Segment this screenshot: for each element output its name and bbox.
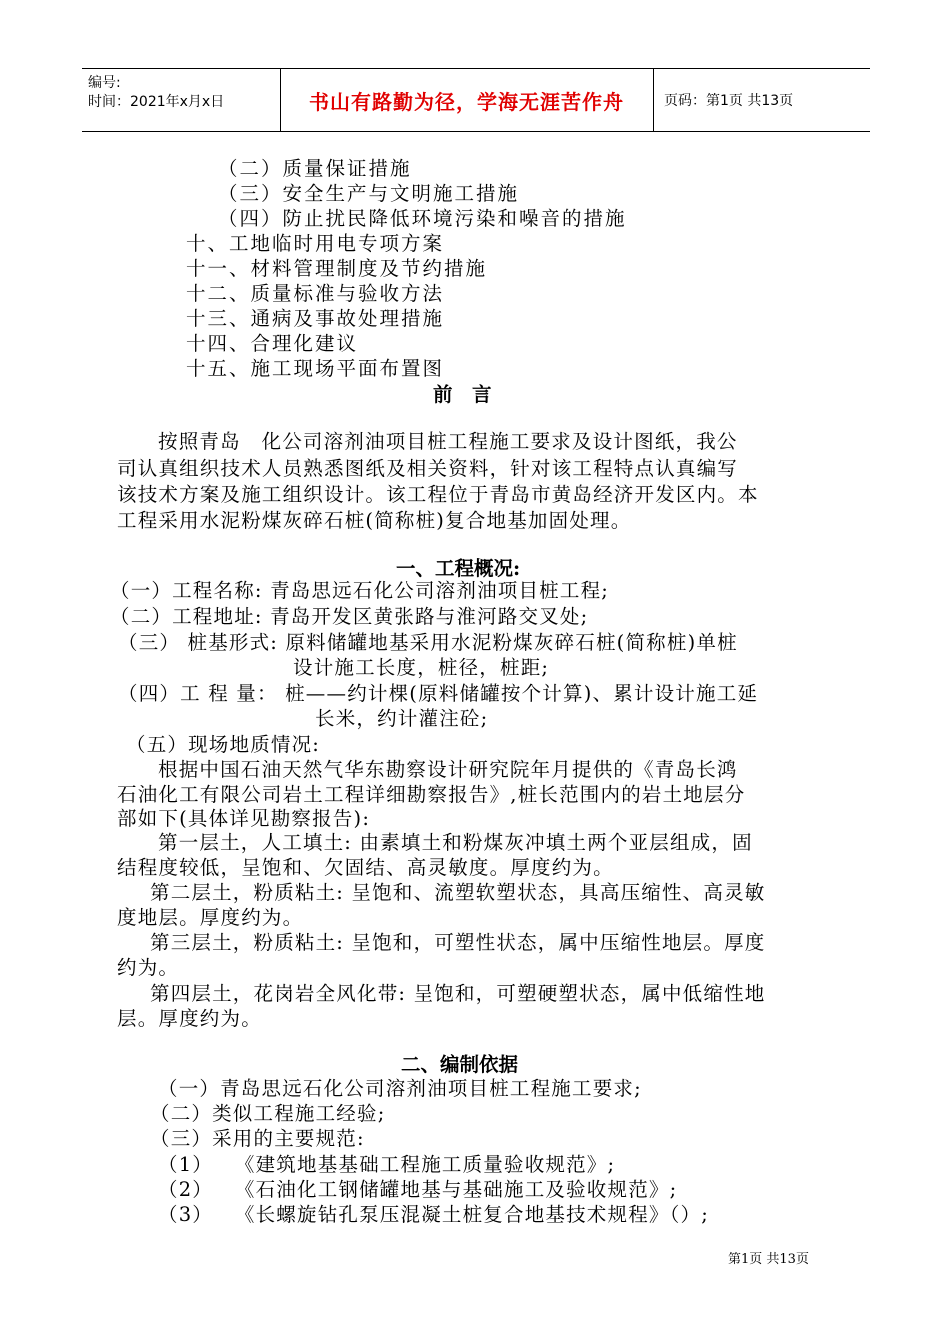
preface-line: 该技术方案及施工组织设计。该工程位于青岛市黄岛经济开发区内。本 [117,483,759,506]
section-1-line: （一）工程名称: 青岛思远石化公司溶剂油项目桩工程; [110,579,610,602]
section-1-line: 约为。 [117,956,180,979]
toc-item: （三）安全生产与文明施工措施 [218,182,520,205]
section-1-line: 长米，约计灌注砼; [315,707,489,730]
section-1-line: 第一层土，人工填土: 由素填土和粉煤灰冲填土两个亚层组成，固 [158,831,753,854]
toc-item: 十二、质量标准与验收方法 [186,282,445,305]
toc-item: 十三、通病及事故处理措施 [186,307,445,330]
section-1-line: 层。厚度约为。 [117,1007,262,1030]
toc-item: （四）防止扰民降低环境污染和噪音的措施 [218,207,627,230]
section-1-line: 第四层土，花岗岩全风化带: 呈饱和，可塑硬塑状态，属中低缩性地 [150,982,766,1005]
header-motto: 书山有路勤为径，学海无涯苦作舟 [280,69,654,131]
toc-item: 十四、合理化建议 [186,332,359,355]
section-1-line: 第三层土，粉质粘土: 呈饱和，可塑性状态，属中压缩性地层。厚度 [150,931,766,954]
section-1-line: （四）工 程 量： 桩——约计棵(原料储罐按个计算)、累计设计施工延 [118,682,759,705]
toc-item: 十五、施工现场平面布置图 [186,357,445,380]
toc-item: 十、工地临时用电专项方案 [186,232,445,255]
toc-item: 十一、材料管理制度及节约措施 [186,257,488,280]
page-footer: 第1页 共13页 [728,1252,809,1267]
section-2-line: （3） 《长螺旋钻孔泵压混凝土桩复合地基技术规程》（）; [158,1203,710,1226]
preface-title: 前 言 [433,383,492,406]
number-label: 编号: [88,75,121,91]
preface-line: 按照青岛 化公司溶剂油项目桩工程施工要求及设计图纸，我公 [158,430,738,453]
header-page-number: 页码：第1页 共13页 [664,93,794,109]
section-2-line: （2） 《石油化工钢储罐地基与基础施工及验收规范》; [158,1178,678,1201]
preface-line: 工程采用水泥粉煤灰碎石桩(简称桩)复合地基加固处理。 [117,509,632,532]
section-1-line: 度地层。厚度约为。 [117,906,304,929]
preface-line: 司认真组织技术人员熟悉图纸及相关资料，针对该工程特点认真编写 [117,457,739,480]
section-1-title: 一、工程概况: [396,557,521,580]
section-1-line: （五）现场地质情况: [126,733,321,756]
section-1-line: 设计施工长度，桩径，桩距; [293,656,550,679]
header-info-cell [82,69,281,131]
section-1-line: 根据中国石油天然气华东勘察设计研究院年月提供的《青岛长鸿 [158,758,738,781]
section-1-line: 部如下(具体详见勘察报告): [117,807,371,830]
section-2-line: （1） 《建筑地基基础工程施工质量验收规范》; [158,1153,616,1176]
section-1-line: 第二层土，粉质粘土: 呈饱和、流塑软塑状态，具高压缩性、高灵敏 [150,881,766,904]
section-2-line: （二）类似工程施工经验; [150,1102,386,1125]
section-2-title: 二、编制依据 [401,1053,519,1076]
section-2-line: （一）青岛思远石化公司溶剂油项目桩工程施工要求; [158,1077,642,1100]
time-label: 时间：2021年x月x日 [88,94,225,110]
section-1-line: 结程度较低，呈饱和、欠固结、高灵敏度。厚度约为。 [117,856,614,879]
section-1-line: （三） 桩基形式: 原料储罐地基采用水泥粉煤灰碎石桩(简称桩)单桩 [118,631,738,654]
section-1-line: 石油化工有限公司岩土工程详细勘察报告》,桩长范围内的岩土地层分 [117,783,746,806]
section-1-line: （二）工程地址: 青岛开发区黄张路与淮河路交叉处; [110,605,589,628]
page-header [82,68,870,132]
toc-item: （二）质量保证措施 [218,157,412,180]
section-2-line: （三）采用的主要规范: [150,1127,365,1150]
